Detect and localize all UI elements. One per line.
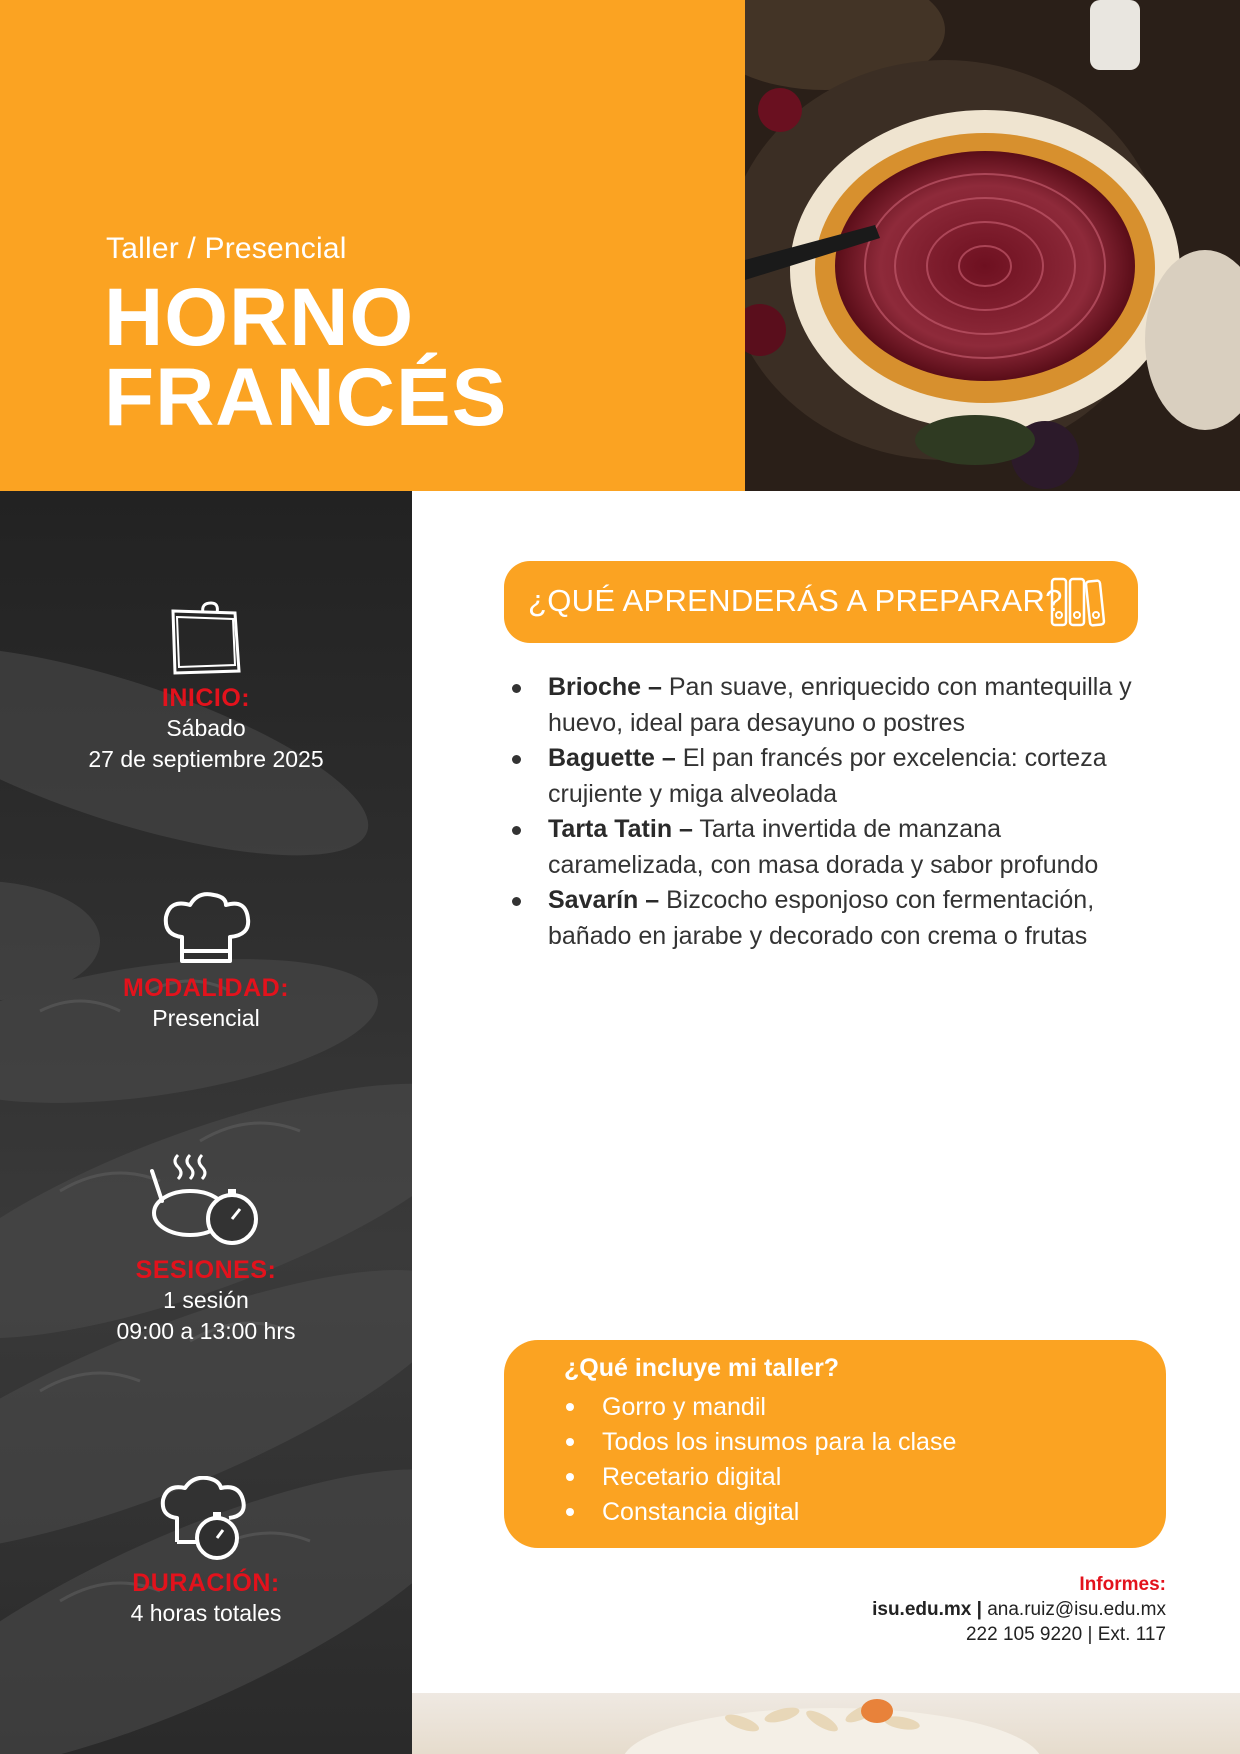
info-sesiones — [0, 1151, 412, 1347]
pan-timer-icon — [150, 1151, 262, 1249]
duracion-label: DURACIÓN: — [132, 1569, 280, 1597]
contact-label: Informes: — [1079, 1574, 1166, 1595]
info-modalidad — [0, 891, 412, 1034]
contact-web-email: isu.edu.mx | ana.ruiz@isu.edu.mx — [872, 1599, 1166, 1620]
learn-item-baguette: Baguette – El pan francés por excelencia: corteza crujiente y miga alveolada — [504, 741, 1144, 812]
title-line-2: FRANCÉS — [104, 352, 508, 443]
learn-item-brioche: Brioche – Pan suave, enriquecido con mantequilla y huevo, ideal para desayuno o postres — [504, 670, 1144, 741]
chef-hat-timer-icon — [157, 1476, 255, 1562]
duracion-value: 4 horas totales — [130, 1600, 282, 1626]
includes-title: ¿Qué incluye mi taller? — [564, 1354, 840, 1382]
event-type: Taller / Presencial — [106, 232, 347, 265]
calendar-icon — [163, 601, 249, 677]
inicio-date: 27 de septiembre 2025 — [88, 746, 324, 772]
header-banner — [0, 0, 745, 491]
learn-heading: ¿QUÉ APRENDERÁS A PREPARAR? — [528, 583, 1063, 618]
info-duracion — [0, 1476, 412, 1629]
sesiones-count: 1 sesión — [163, 1287, 249, 1313]
includes-item: Constancia digital — [564, 1495, 956, 1530]
learn-item-savarin: Savarín – Bizcocho esponjoso con fermentación, bañado en jarabe y decorado con crema o frutas — [504, 883, 1144, 954]
learn-list — [504, 670, 1144, 954]
sesiones-time: 09:00 a 13:00 hrs — [116, 1318, 296, 1344]
modalidad-value: Presencial — [152, 1005, 260, 1031]
dessert-illustration — [412, 1693, 1240, 1754]
info-inicio — [0, 601, 412, 775]
title-line-1: HORNO — [104, 272, 415, 363]
inicio-day: Sábado — [166, 715, 246, 741]
contact-block — [872, 1572, 1166, 1647]
includes-item: Todos los insumos para la clase — [564, 1425, 956, 1460]
includes-item: Gorro y mandil — [564, 1390, 956, 1425]
inicio-label: INICIO: — [161, 684, 251, 712]
contact-email[interactable]: ana.ruiz@isu.edu.mx — [987, 1599, 1166, 1620]
sesiones-label: SESIONES: — [135, 1256, 277, 1284]
tart-illustration — [745, 0, 1240, 491]
contact-website[interactable]: isu.edu.mx — [872, 1599, 972, 1620]
binders-icon — [1050, 577, 1106, 627]
tart-photo — [745, 0, 1240, 491]
bottom-dessert-photo — [412, 1693, 1240, 1754]
includes-item: Recetario digital — [564, 1460, 956, 1495]
learn-item-tarta-tatin: Tarta Tatin – Tarta invertida de manzana caramelizada, con masa dorada y sabor profundo — [504, 812, 1144, 883]
page-title — [104, 272, 508, 443]
info-sidebar — [0, 491, 412, 1754]
chef-hat-icon — [160, 891, 252, 967]
includes-box — [504, 1340, 1166, 1548]
modalidad-label: MODALIDAD: — [122, 974, 290, 1002]
contact-phone: 222 105 9220 | Ext. 117 — [965, 1624, 1166, 1645]
learn-heading-pill — [504, 561, 1138, 643]
includes-list — [564, 1390, 956, 1530]
